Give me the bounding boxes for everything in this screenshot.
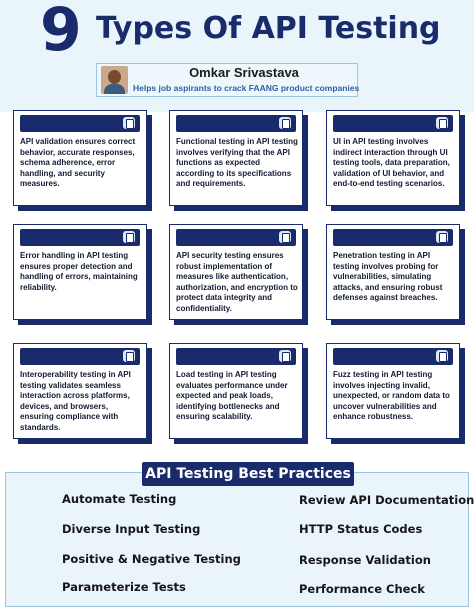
practice-item: Diverse Input Testing [62,522,201,536]
card-badge-icon [436,117,448,129]
best-practices-title: API Testing Best Practices [142,462,354,486]
card-header-bar [333,229,453,246]
author-badge [96,63,358,97]
card-text: Error handling in API testing ensures proper detection and handling of errors, maintaining reliability. [20,251,138,292]
card-header-bar [333,115,453,132]
card-header-bar [176,115,296,132]
card-text: Fuzz testing in API testing involves injecting invalid, unexpected, or random data to uncover vulnerabilities and enhance robustness. [333,370,450,422]
card-badge-icon [436,350,448,362]
practice-item: Review API Documentation [299,493,474,507]
card-badge-icon [123,117,135,129]
practice-item: Positive & Negative Testing [62,552,241,566]
card-functional-testing [169,110,307,210]
card-header-bar [333,348,453,365]
card-header-bar [20,348,140,365]
practice-item: Performance Check [299,582,425,596]
card-text: UI in API testing involves indirect interaction through UI testing tools, data preparation, validation of UI behavior, and end-to-end testing scenarios. [333,137,450,189]
card-text: Functional testing in API testing involves verifying that the API functions as expected according to its specifications and requirements. [176,137,298,189]
author-tagline: Helps job aspirants to crack FAANG product companies [133,83,360,93]
card-api-validation [13,110,151,210]
card-header-bar [176,229,296,246]
header-banner [0,0,474,112]
title-number: 9 [40,0,82,65]
card-text: Load testing in API testing evaluates performance under expected and peak loads, identifying bottlenecks and ensuring scalability. [176,370,288,422]
card-header-bar [20,115,140,132]
card-badge-icon [279,231,291,243]
practice-item: Automate Testing [62,492,177,506]
author-name: Omkar Srivastava [189,65,299,80]
card-penetration-testing [326,224,464,324]
card-interoperability-testing [13,343,151,443]
card-text: Penetration testing in API testing involves probing for vulnerabilities, simulating attacks, and ensuring robust defenses against breaches. [333,251,443,303]
card-error-handling [13,224,151,324]
card-badge-icon [123,350,135,362]
card-badge-icon [279,117,291,129]
practice-item: Response Validation [299,553,431,567]
practice-item: Parameterize Tests [62,580,186,594]
card-text: Interoperability testing in API testing validates seamless interaction across platforms, devices, and browsers, ensuring compliance with standards. [20,370,131,432]
page-title: Types Of API Testing [96,11,441,46]
card-badge-icon [436,231,448,243]
practice-item: HTTP Status Codes [299,522,423,536]
card-header-bar [20,229,140,246]
card-header-bar [176,348,296,365]
card-security-testing [169,224,307,324]
avatar [101,66,128,94]
card-badge-icon [123,231,135,243]
card-load-testing [169,343,307,443]
card-fuzz-testing [326,343,464,443]
card-text: API security testing ensures robust implementation of measures like authentication, authorization, and encryption to protect data integrity and confidentiality. [176,251,298,313]
card-text: API validation ensures correct behavior, accurate responses, schema adherence, error handling, and security measures. [20,137,136,189]
card-ui-testing [326,110,464,210]
card-badge-icon [279,350,291,362]
